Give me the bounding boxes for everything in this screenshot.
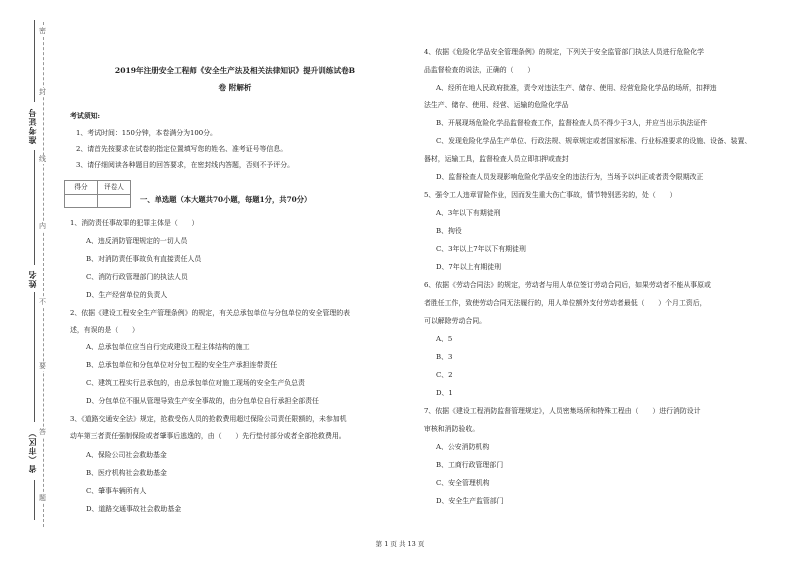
page-number: 第 1 页 共 13 页: [375, 540, 425, 548]
answer-option: C、消防行政管理部门的执法人员: [86, 273, 188, 281]
answer-option: C、发现危险化学品生产单位、行政法规、规章规定或者国家标准、行业标准要求的设施、设备、装置、: [436, 137, 752, 145]
answer-option: A、公安消防机构: [436, 443, 490, 451]
question-stem: 5、强令工人违章冒险作业，因而发生重大伤亡事故，情节特别恶劣的，处（ ）: [424, 191, 677, 199]
grader-cell: [97, 195, 130, 208]
question-stem: 3、《道路交通安全法》规定，抢救受伤人员的抢救费用超过保险公司责任限额的，未参加机: [70, 415, 347, 423]
answer-option: C、安全管理机构: [436, 479, 490, 487]
question-stem-cont: 可以解除劳动合同。: [424, 317, 487, 325]
seal-line: [43, 22, 44, 527]
answer-option: D、生产经营单位的负责人: [86, 291, 168, 299]
page-title: 2019年注册安全工程师《安全生产法及相关法律知识》提升训练试卷B: [114, 66, 356, 75]
answer-option: D、分包单位不服从管理导致生产安全事故的，由分包单位自行承担全部责任: [86, 397, 319, 405]
seal-char: 线: [39, 155, 46, 163]
answer-option: B、3: [436, 353, 453, 361]
answer-option: B、拘役: [436, 227, 462, 235]
answer-option: D、监督检查人员发现影响危险化学品安全的违法行为，当场予以纠正或者责令限期改正: [436, 173, 704, 181]
binding-fill-line: [34, 20, 35, 102]
question-stem-cont: 动车第三者责任强制保险或者肇事后逃逸的，由（ ）先行垫付部分或者全部抢救费用。: [70, 432, 346, 440]
page-title-cont: 卷 附解析: [218, 83, 252, 92]
answer-option: A、违反消防管理规定的一切人员: [86, 237, 188, 245]
notes-heading: 考试须知:: [70, 112, 101, 120]
question-stem-cont: 审核和消防验收。: [424, 425, 480, 433]
answer-option: C、肇事车辆所有人: [86, 487, 147, 495]
binding-fill-line: [34, 480, 35, 520]
note-item: 3、请仔细阅读各种题目的回答要求，在密封线内答题，否则不予评分。: [76, 161, 294, 169]
section-title: 一、单选题（本大题共70小题，每题1分，共70分）: [140, 195, 312, 204]
binding-fill-line: [34, 292, 35, 422]
answer-option: D、安全生产监管部门: [436, 497, 504, 505]
score-header: 得分: [74, 183, 88, 191]
answer-option: A、5: [436, 335, 453, 343]
answer-option: A、总承包单位应当自行完成建设工程主体结构的施工: [86, 343, 250, 351]
note-item: 1、考试时间：150分钟，本卷满分为100分。: [76, 129, 217, 137]
seal-char: 内: [39, 222, 46, 230]
answer-option-cont: 器材，运输工具，监督检查人员立即扣押或查封: [424, 155, 569, 163]
seal-char: 密: [39, 27, 46, 35]
seal-char: 封: [39, 88, 46, 96]
province-label: 省（市区）: [27, 428, 37, 473]
answer-option: C、建筑工程实行总承包的，由总承包单位对施工现场的安全生产负总责: [86, 379, 305, 387]
note-item: 2、请首先按要求在试卷的指定位置填写您的姓名、准考证号等信息。: [76, 145, 288, 153]
answer-option: D、道路交通事故社会救助基金: [86, 505, 182, 513]
answer-option: A、保险公司社会救助基金: [86, 451, 167, 459]
question-stem-cont: 者胜任工作，致使劳动合同无法履行的，用人单位额外支付劳动者最低（ ）个月工资后，: [424, 299, 707, 307]
answer-option: B、医疗机构社会救助基金: [86, 469, 167, 477]
seal-char: 不: [39, 298, 46, 306]
binding-fill-line: [34, 150, 35, 265]
seal-char: 答: [39, 428, 46, 436]
answer-option: A、3年以下有期徒刑: [436, 209, 501, 217]
score-box: [64, 180, 131, 208]
question-stem: 1、消防责任事故罪的犯罪主体是（ ）: [70, 219, 199, 227]
seal-char: 要: [39, 362, 46, 370]
question-stem: 2、依据《建设工程安全生产管理条例》的规定，有关总承包单位与分包单位的安全管理的表: [70, 309, 351, 317]
seal-char: 题: [39, 494, 46, 502]
answer-option: C、2: [436, 371, 453, 379]
answer-option: D、1: [436, 389, 453, 397]
question-stem-cont: 述，有误的是（ ）: [70, 326, 139, 334]
question-stem: 7、依据《建设工程消防监督管理规定》，人员密集场所和特殊工程由（ ）进行消防设计: [424, 407, 701, 415]
question-stem: 4、依据《危险化学品安全管理条例》的规定，下列关于安全监管部门执法人员进行危险化学: [424, 48, 705, 56]
question-stem: 6、依据《劳动合同法》的规定，劳动者与用人单位签订劳动合同后，如果劳动者不能从事原或: [424, 281, 711, 289]
exam-id-label: 准考证号: [27, 108, 37, 144]
answer-option: B、对消防责任事故负有直接责任人员: [86, 255, 202, 263]
question-stem-cont: 品监督检查的说法，正确的（ ）: [424, 66, 535, 74]
grader-header: 评卷人: [97, 181, 130, 194]
answer-option: C、3年以上7年以下有期徒刑: [436, 245, 526, 253]
name-label: 姓名: [27, 270, 37, 288]
answer-option-cont: 法生产、储存、使用、经营、运输的危险化学品: [424, 101, 569, 109]
answer-option: B、开展现场危险化学品监督检查工作，监督检查人员不得少于3人，并应当出示执法证件: [436, 119, 708, 127]
answer-option: B、总承包单位和分包单位对分包工程的安全生产承担连带责任: [86, 361, 278, 369]
score-cell: [65, 195, 97, 208]
answer-option: A、经所在地人民政府批准，责令对违法生产、储存、使用、经营危险化学品的场所，扣押违: [436, 84, 717, 92]
answer-option: D、7年以上有期徒刑: [436, 263, 502, 271]
answer-option: B、工商行政管理部门: [436, 461, 504, 469]
